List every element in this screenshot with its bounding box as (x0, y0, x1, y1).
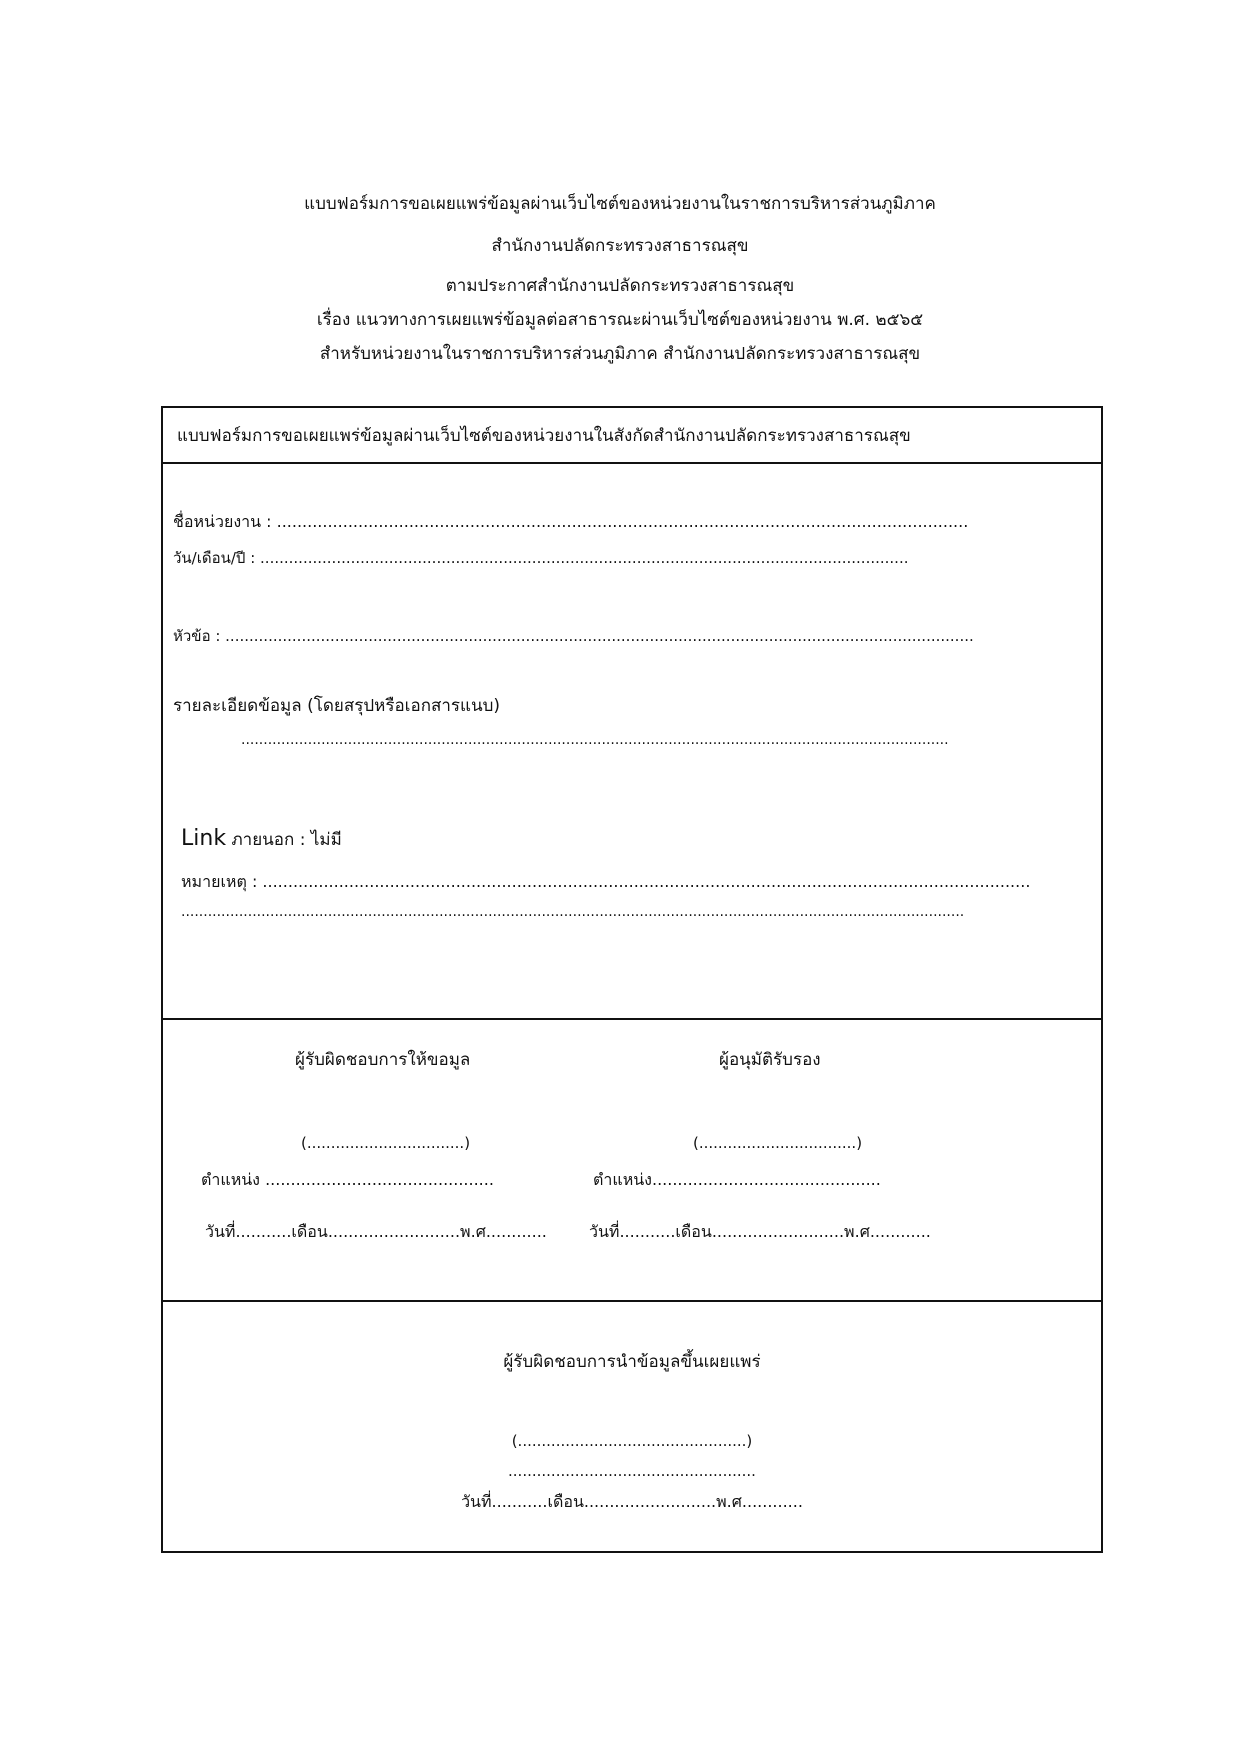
doc-title-line1: แบบฟอร์มการขอเผยแพร่ข้อมูลผ่านเว็บไซต์ของหน่วยงานในราชการบริหารส่วนภูมิภาค (304, 194, 936, 214)
form-title-box (161, 406, 1103, 464)
doc-title-line5: สำหรับหน่วยงานในราชการบริหารส่วนภูมิภาค สำนักงานปลัดกระทรวงสาธารณสุข (319, 344, 921, 364)
external-link-row (181, 826, 342, 853)
approver-title: ผู้อนุมัติรับรอง (719, 1050, 821, 1070)
provider-position-field[interactable]: ตำแหน่ง ............................................. (201, 1170, 494, 1189)
unit-name-field[interactable]: ชื่อหน่วยงาน : ........................................................................................................................................ (173, 512, 969, 531)
publisher-date-field[interactable]: วันที่...........เดือน..........................พ.ศ............ (461, 1492, 803, 1511)
form-details-box (161, 462, 1103, 1020)
signature-box (161, 1018, 1103, 1302)
approver-date-field[interactable]: วันที่...........เดือน..........................พ.ศ............ (589, 1222, 931, 1241)
publisher-line-field[interactable]: .................................................... (508, 1462, 756, 1480)
approver-name-field[interactable]: (.................................) (693, 1134, 863, 1152)
detail-field[interactable]: ............................................................................................................................................................... (241, 732, 949, 748)
provider-name-field[interactable]: (.................................) (301, 1134, 471, 1152)
subject-field[interactable]: หัวข้อ : ............................................................................................................................................................. (173, 627, 974, 645)
link-value: ภายนอก : ไม่มี (231, 830, 342, 850)
link-word: Link (181, 826, 227, 851)
detail-label: รายละเอียดข้อมูล (โดยสรุปหรือเอกสารแนบ) (173, 696, 501, 716)
provider-date-field[interactable]: วันที่...........เดือน..........................พ.ศ............ (205, 1222, 547, 1241)
approver-position-field[interactable]: ตำแหน่ง............................................. (593, 1170, 881, 1189)
doc-title-line2: สำนักงานปลัดกระทรวงสาธารณสุข (491, 236, 749, 256)
remark-field[interactable]: หมายเหตุ : ....................................................................................................................................................... (181, 872, 1031, 891)
doc-title-line3: ตามประกาศสำนักงานปลัดกระทรวงสาธารณสุข (445, 276, 795, 296)
form-title: แบบฟอร์มการขอเผยแพร่ข้อมูลผ่านเว็บไซต์ของหน่วยงานในสังกัดสำนักงานปลัดกระทรวงสาธารณสุข (177, 426, 911, 446)
publisher-box (161, 1300, 1103, 1553)
publisher-title: ผู้รับผิดชอบการนำข้อมูลขึ้นเผยแพร่ (503, 1352, 761, 1372)
doc-title-line4: เรื่อง แนวทางการเผยแพร่ข้อมูลต่อสาธารณะผ่านเว็บไซต์ของหน่วยงาน พ.ศ. ๒๕๖๕ (316, 310, 924, 330)
remark-field-line2[interactable]: ................................................................................................................................................................................ (181, 904, 965, 920)
responsible-provider-title: ผู้รับผิดชอบการให้ขอมูล (295, 1050, 471, 1070)
date-field[interactable]: วัน/เดือน/ปี : ........................................................................................................................................ (173, 549, 909, 567)
publisher-name-field[interactable]: (................................................) (511, 1432, 753, 1450)
